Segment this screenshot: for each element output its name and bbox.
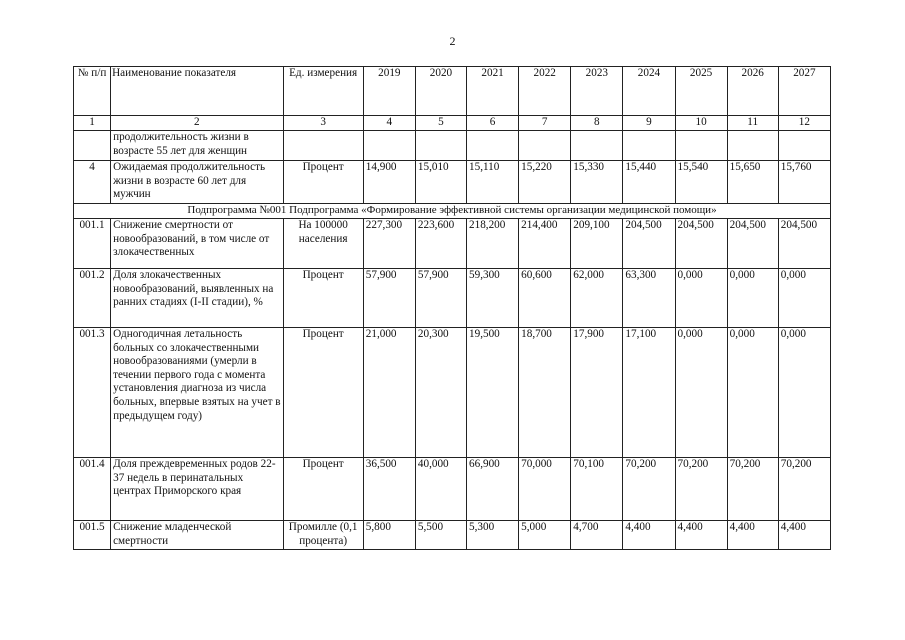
value-cell: 17,900 — [571, 328, 623, 458]
value-cell: 66,900 — [467, 458, 519, 521]
header-row — [74, 67, 831, 116]
indicator-name: продолжительность жизни в возрасте 55 лет для женщин — [111, 131, 283, 161]
value-cell — [519, 131, 571, 161]
value-cell: 19,500 — [467, 328, 519, 458]
col-number: 5 — [415, 116, 466, 131]
table-row — [74, 458, 831, 521]
indicator-name: Ожидаемая продолжительность жизни в возрасте 60 лет для мужчин — [111, 161, 283, 204]
col-header-2027: 2027 — [778, 67, 830, 116]
value-cell: 70,200 — [778, 458, 830, 521]
value-cell — [363, 131, 415, 161]
unit-cell: Процент — [283, 269, 363, 328]
col-number: 11 — [727, 116, 778, 131]
table-row — [74, 328, 831, 458]
value-cell — [727, 131, 778, 161]
unit-cell — [283, 131, 363, 161]
value-cell: 204,500 — [675, 219, 727, 269]
value-cell — [571, 131, 623, 161]
col-number: 8 — [571, 116, 623, 131]
value-cell: 70,200 — [727, 458, 778, 521]
col-header-index: № п/п — [74, 67, 111, 116]
value-cell: 204,500 — [623, 219, 675, 269]
col-number: 9 — [623, 116, 675, 131]
value-cell: 0,000 — [778, 269, 830, 328]
value-cell — [623, 131, 675, 161]
unit-cell: Процент — [283, 458, 363, 521]
value-cell: 57,900 — [415, 269, 466, 328]
indicator-name: Снижение младенческой смертности — [111, 521, 283, 550]
value-cell: 60,600 — [519, 269, 571, 328]
col-header-2020: 2020 — [415, 67, 466, 116]
col-header-2022: 2022 — [519, 67, 571, 116]
value-cell: 63,300 — [623, 269, 675, 328]
section-title: Подпрограмма №001 Подпрограмма «Формирование эффективной системы организации медицинской помощи» — [74, 204, 831, 219]
page-number: 2 — [449, 34, 456, 48]
row-index: 001.3 — [74, 328, 111, 458]
row-index: 001.5 — [74, 521, 111, 550]
table-row — [74, 131, 831, 161]
unit-cell: Промилле (0,1 процента) — [283, 521, 363, 550]
table-row — [74, 219, 831, 269]
value-cell: 204,500 — [727, 219, 778, 269]
table-row — [74, 161, 831, 204]
col-header-2025: 2025 — [675, 67, 727, 116]
value-cell — [415, 131, 466, 161]
value-cell: 223,600 — [415, 219, 466, 269]
value-cell: 0,000 — [675, 269, 727, 328]
col-header-2024: 2024 — [623, 67, 675, 116]
value-cell: 4,700 — [571, 521, 623, 550]
value-cell: 18,700 — [519, 328, 571, 458]
col-header-2026: 2026 — [727, 67, 778, 116]
value-cell — [778, 131, 830, 161]
value-cell: 4,400 — [778, 521, 830, 550]
value-cell: 218,200 — [467, 219, 519, 269]
row-index: 001.2 — [74, 269, 111, 328]
value-cell: 21,000 — [363, 328, 415, 458]
value-cell: 209,100 — [571, 219, 623, 269]
unit-cell: Процент — [283, 328, 363, 458]
value-cell: 204,500 — [778, 219, 830, 269]
value-cell: 4,400 — [623, 521, 675, 550]
col-header-2019: 2019 — [363, 67, 415, 116]
value-cell: 5,300 — [467, 521, 519, 550]
value-cell: 15,540 — [675, 161, 727, 204]
column-number-row — [74, 116, 831, 131]
table-row — [74, 269, 831, 328]
value-cell: 5,000 — [519, 521, 571, 550]
value-cell: 14,900 — [363, 161, 415, 204]
value-cell: 17,100 — [623, 328, 675, 458]
value-cell — [467, 131, 519, 161]
value-cell: 70,100 — [571, 458, 623, 521]
value-cell: 0,000 — [727, 269, 778, 328]
indicator-name: Доля преждевременных родов 22-37 недель в перинатальных центрах Приморского края — [111, 458, 283, 521]
value-cell: 15,330 — [571, 161, 623, 204]
value-cell: 227,300 — [363, 219, 415, 269]
value-cell: 15,760 — [778, 161, 830, 204]
indicators-table — [73, 66, 831, 550]
value-cell: 59,300 — [467, 269, 519, 328]
table-row — [74, 521, 831, 550]
value-cell: 15,650 — [727, 161, 778, 204]
value-cell: 36,500 — [363, 458, 415, 521]
value-cell: 214,400 — [519, 219, 571, 269]
value-cell: 15,110 — [467, 161, 519, 204]
value-cell: 0,000 — [675, 328, 727, 458]
col-number: 12 — [778, 116, 830, 131]
col-number: 2 — [111, 116, 283, 131]
value-cell: 15,220 — [519, 161, 571, 204]
value-cell: 15,010 — [415, 161, 466, 204]
unit-cell: На 100000 населения — [283, 219, 363, 269]
value-cell: 0,000 — [727, 328, 778, 458]
value-cell: 70,200 — [675, 458, 727, 521]
value-cell: 4,400 — [675, 521, 727, 550]
col-header-unit: Ед. измерения — [283, 67, 363, 116]
value-cell: 5,500 — [415, 521, 466, 550]
unit-cell: Процент — [283, 161, 363, 204]
value-cell: 0,000 — [778, 328, 830, 458]
indicator-name: Снижение смертности от новообразований, в том числе от злокачественных — [111, 219, 283, 269]
value-cell: 57,900 — [363, 269, 415, 328]
row-index: 001.1 — [74, 219, 111, 269]
col-number: 7 — [519, 116, 571, 131]
value-cell: 5,800 — [363, 521, 415, 550]
value-cell: 20,300 — [415, 328, 466, 458]
col-number: 1 — [74, 116, 111, 131]
col-number: 3 — [283, 116, 363, 131]
indicator-name: Одногодичная летальность больных со злокачественными новообразованиями (умерли в течении первого года с момента установления диагноза из числа больных, впервые взятых на учет в предыдущем году) — [111, 328, 283, 458]
value-cell: 70,200 — [623, 458, 675, 521]
col-header-2021: 2021 — [467, 67, 519, 116]
value-cell: 40,000 — [415, 458, 466, 521]
section-row — [74, 204, 831, 219]
col-number: 6 — [467, 116, 519, 131]
col-header-2023: 2023 — [571, 67, 623, 116]
row-index: 4 — [74, 161, 111, 204]
row-index — [74, 131, 111, 161]
col-number: 10 — [675, 116, 727, 131]
value-cell: 15,440 — [623, 161, 675, 204]
value-cell: 70,000 — [519, 458, 571, 521]
value-cell: 62,000 — [571, 269, 623, 328]
value-cell: 4,400 — [727, 521, 778, 550]
value-cell — [675, 131, 727, 161]
col-header-name: Наименование показателя — [111, 67, 283, 116]
row-index: 001.4 — [74, 458, 111, 521]
col-number: 4 — [363, 116, 415, 131]
indicator-name: Доля злокачественных новообразований, выявленных на ранних стадиях (I-II стадии), % — [111, 269, 283, 328]
